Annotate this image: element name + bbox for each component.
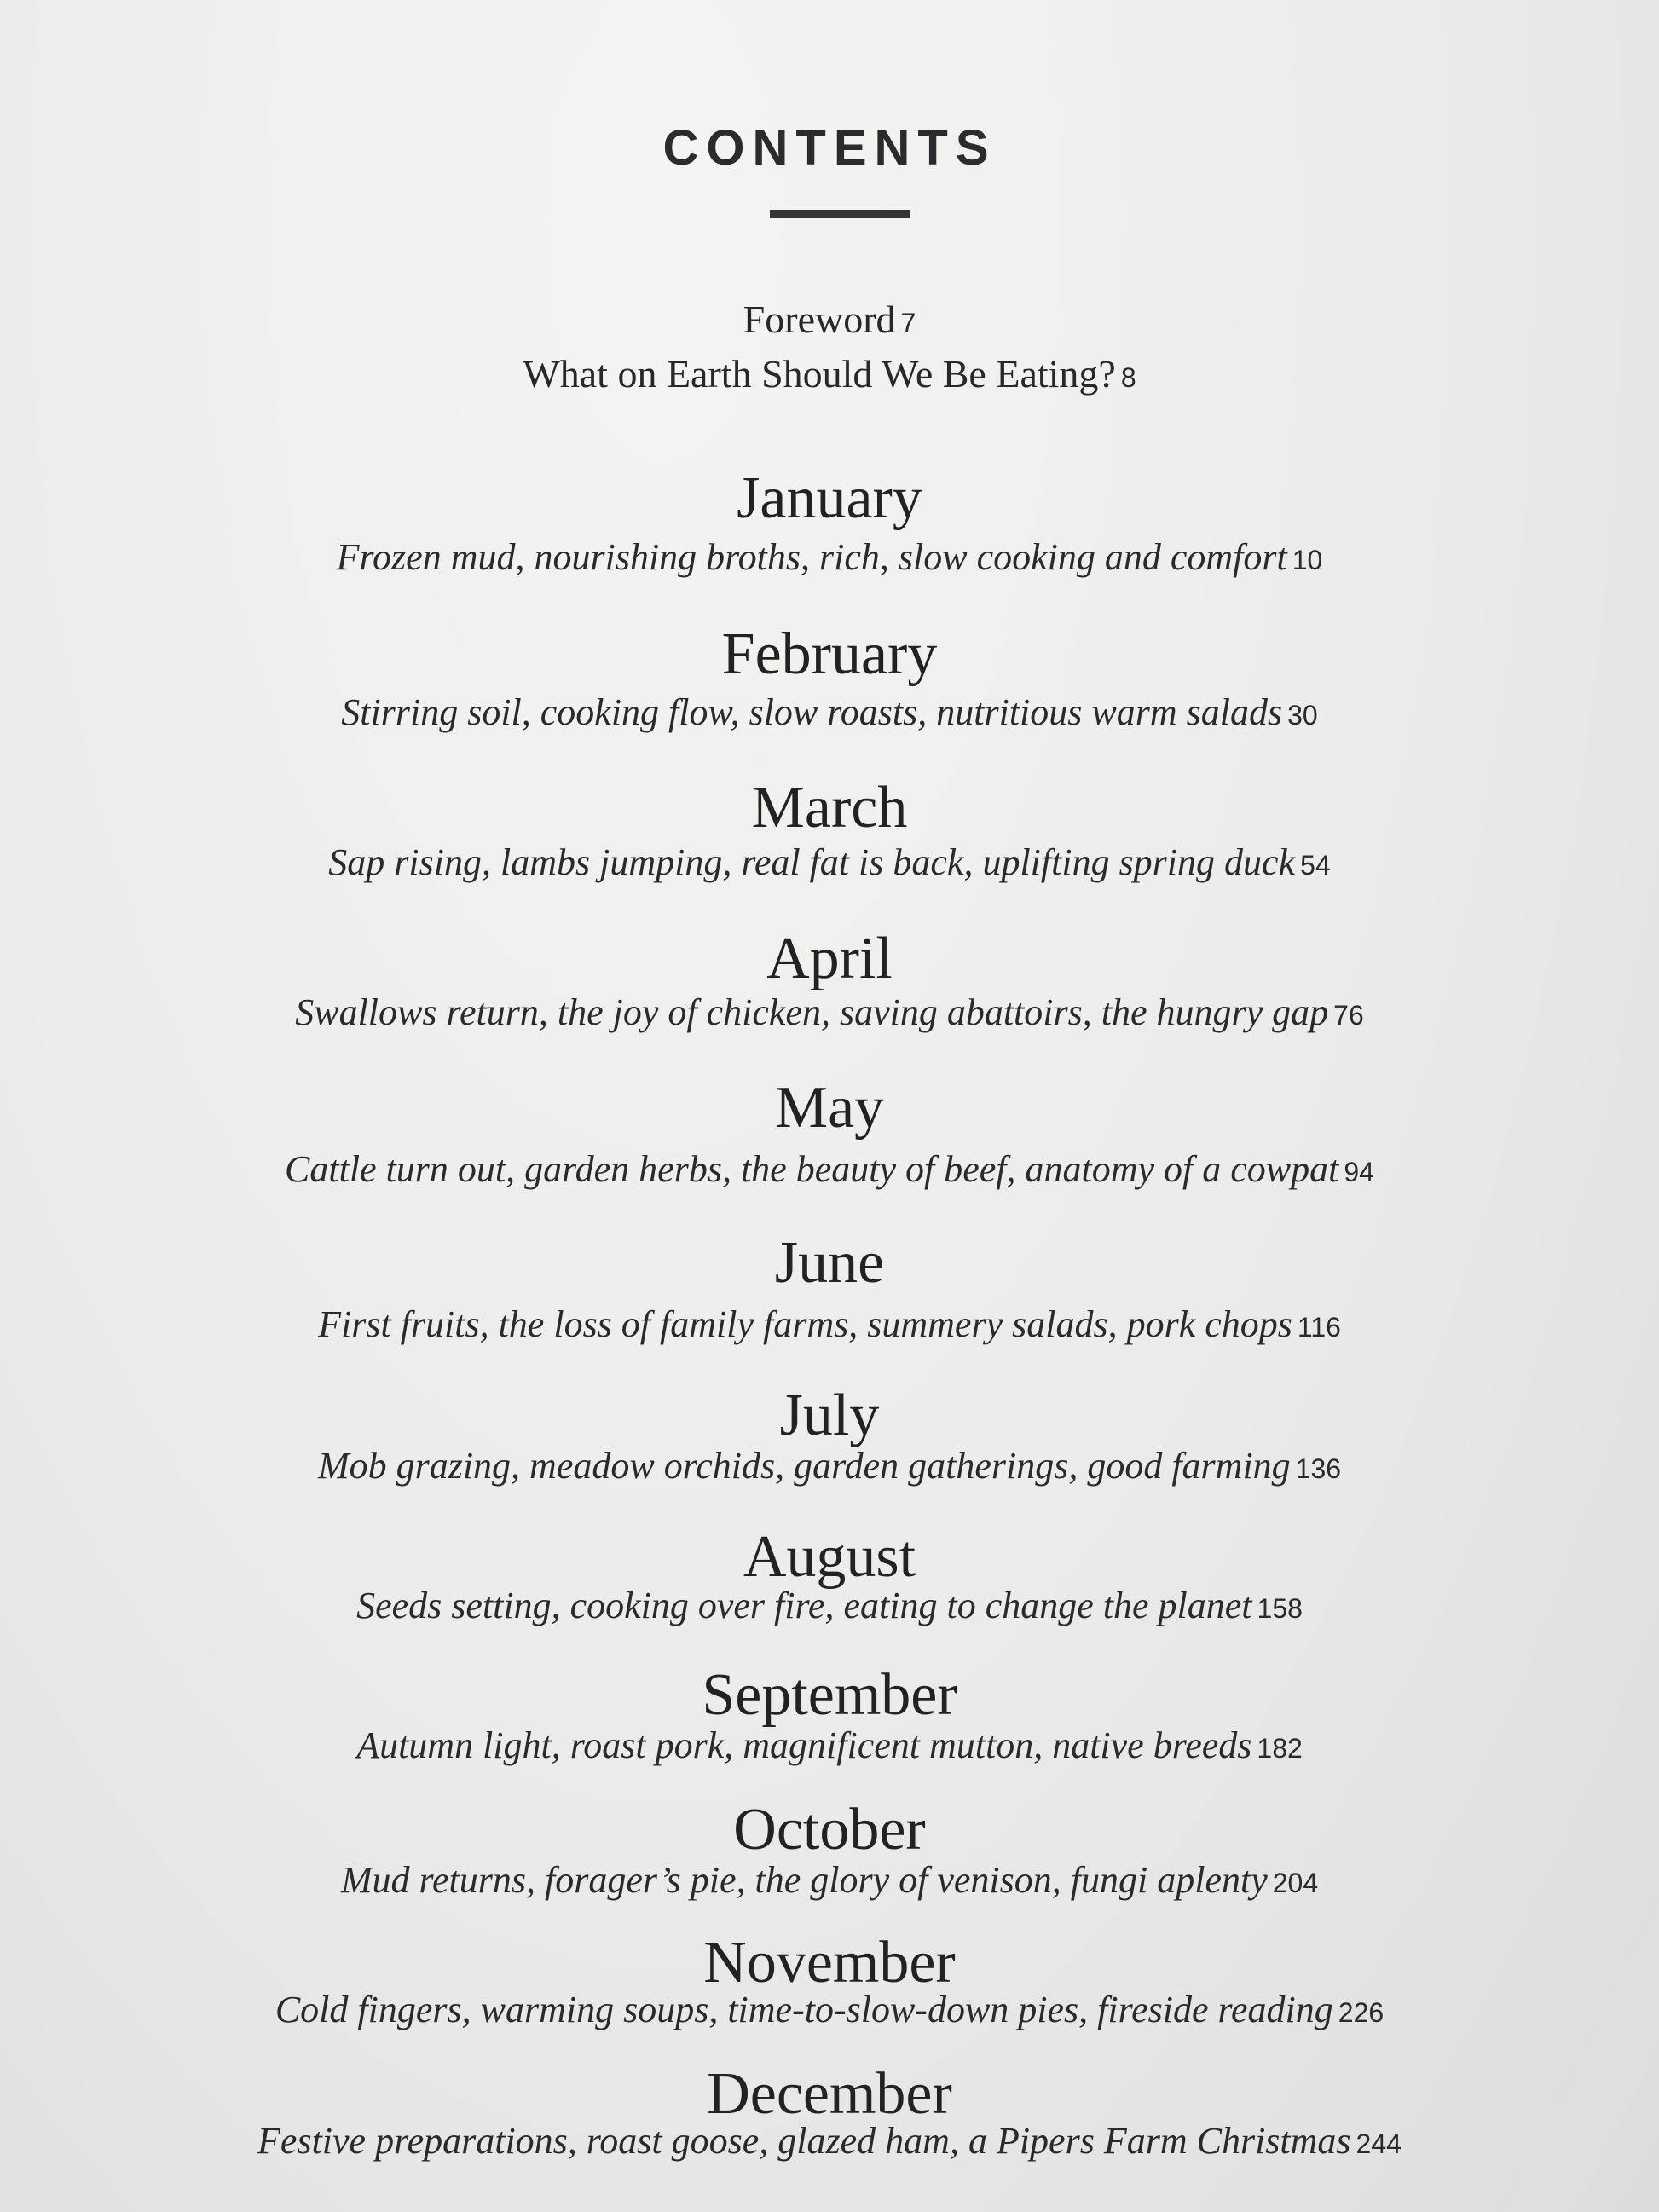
chapter-description-january — [0, 536, 1659, 578]
chapter-month-january: January — [737, 465, 922, 531]
chapter-description-text: Cold fingers, warming soups, time-to-slow-down pies, fireside reading — [275, 1989, 1333, 2030]
front-matter-what-on-earth — [0, 351, 1659, 396]
page-number: 10 — [1292, 545, 1323, 575]
page-number: 244 — [1356, 2128, 1402, 2159]
chapter-description-august — [0, 1587, 1659, 1625]
chapter-month-october: October — [733, 1797, 926, 1863]
chapter-month-march: March — [751, 775, 908, 840]
chapter-description-november — [0, 1991, 1659, 2029]
chapter-description-text: Swallows return, the joy of chicken, saving abattoirs, the hungry gap — [295, 991, 1329, 1033]
chapter-description-text: Sap rising, lambs jumping, real fat is back, uplifting spring duck — [328, 841, 1296, 883]
chapter-description-text: Festive preparations, roast goose, glazed ham, a Pipers Farm Christmas — [257, 2120, 1351, 2162]
page-number: 76 — [1333, 1000, 1364, 1031]
page-number: 136 — [1295, 1453, 1342, 1484]
page-number: 30 — [1287, 700, 1318, 731]
chapter-month-august: August — [743, 1524, 916, 1590]
chapter-description-july — [0, 1447, 1659, 1485]
chapter-month-may: May — [774, 1075, 885, 1141]
chapter-description-october — [0, 1859, 1659, 1901]
front-matter-foreword — [0, 297, 1659, 342]
page-number: 226 — [1338, 1997, 1384, 2028]
page-number: 54 — [1300, 850, 1331, 881]
chapter-month-june: June — [774, 1230, 885, 1296]
chapter-description-june — [0, 1303, 1659, 1345]
chapter-description-april — [0, 991, 1659, 1033]
chapter-description-march — [0, 841, 1659, 883]
page-number: 94 — [1344, 1157, 1374, 1187]
chapter-description-text: Mob grazing, meadow orchids, garden gatherings, good farming — [317, 1445, 1291, 1487]
chapter-month-april: April — [766, 926, 893, 991]
chapter-description-may — [0, 1148, 1659, 1190]
chapter-description-september — [0, 1724, 1659, 1766]
chapter-month-september: September — [702, 1662, 957, 1728]
page-number: 116 — [1297, 1312, 1341, 1343]
title-underline — [770, 210, 910, 218]
chapter-month-february: February — [721, 621, 938, 687]
front-matter-title: Foreword — [743, 297, 896, 341]
chapter-month-november: November — [703, 1930, 956, 1995]
chapter-description-february — [0, 691, 1659, 733]
page-number: 204 — [1272, 1868, 1319, 1898]
page-number: 158 — [1257, 1593, 1303, 1624]
chapter-description-december — [0, 2122, 1659, 2160]
chapter-description-text: Frozen mud, nourishing broths, rich, slow cooking and comfort — [336, 536, 1287, 578]
chapter-description-text: Stirring soil, cooking flow, slow roasts, nutritious warm salads — [341, 691, 1283, 733]
front-matter-title: What on Earth Should We Be Eating? — [523, 352, 1116, 396]
page-number: 7 — [900, 308, 916, 338]
page-number: 8 — [1120, 362, 1136, 393]
chapter-description-text: First fruits, the loss of family farms, summery salads, pork chops — [318, 1303, 1292, 1345]
chapter-description-text: Cattle turn out, garden herbs, the beauty of beef, anatomy of a cowpat — [285, 1148, 1339, 1190]
page-title: CONTENTS — [662, 120, 997, 176]
chapter-description-text: Seeds setting, cooking over fire, eating to change the planet — [356, 1585, 1252, 1626]
chapter-month-july: July — [779, 1383, 880, 1448]
page-number: 182 — [1257, 1733, 1303, 1764]
chapter-description-text: Mud returns, forager’s pie, the glory of venison, fungi aplenty — [340, 1859, 1268, 1901]
chapter-description-text: Autumn light, roast pork, magnificent mutton, native breeds — [356, 1724, 1252, 1766]
chapter-month-december: December — [707, 2061, 952, 2127]
